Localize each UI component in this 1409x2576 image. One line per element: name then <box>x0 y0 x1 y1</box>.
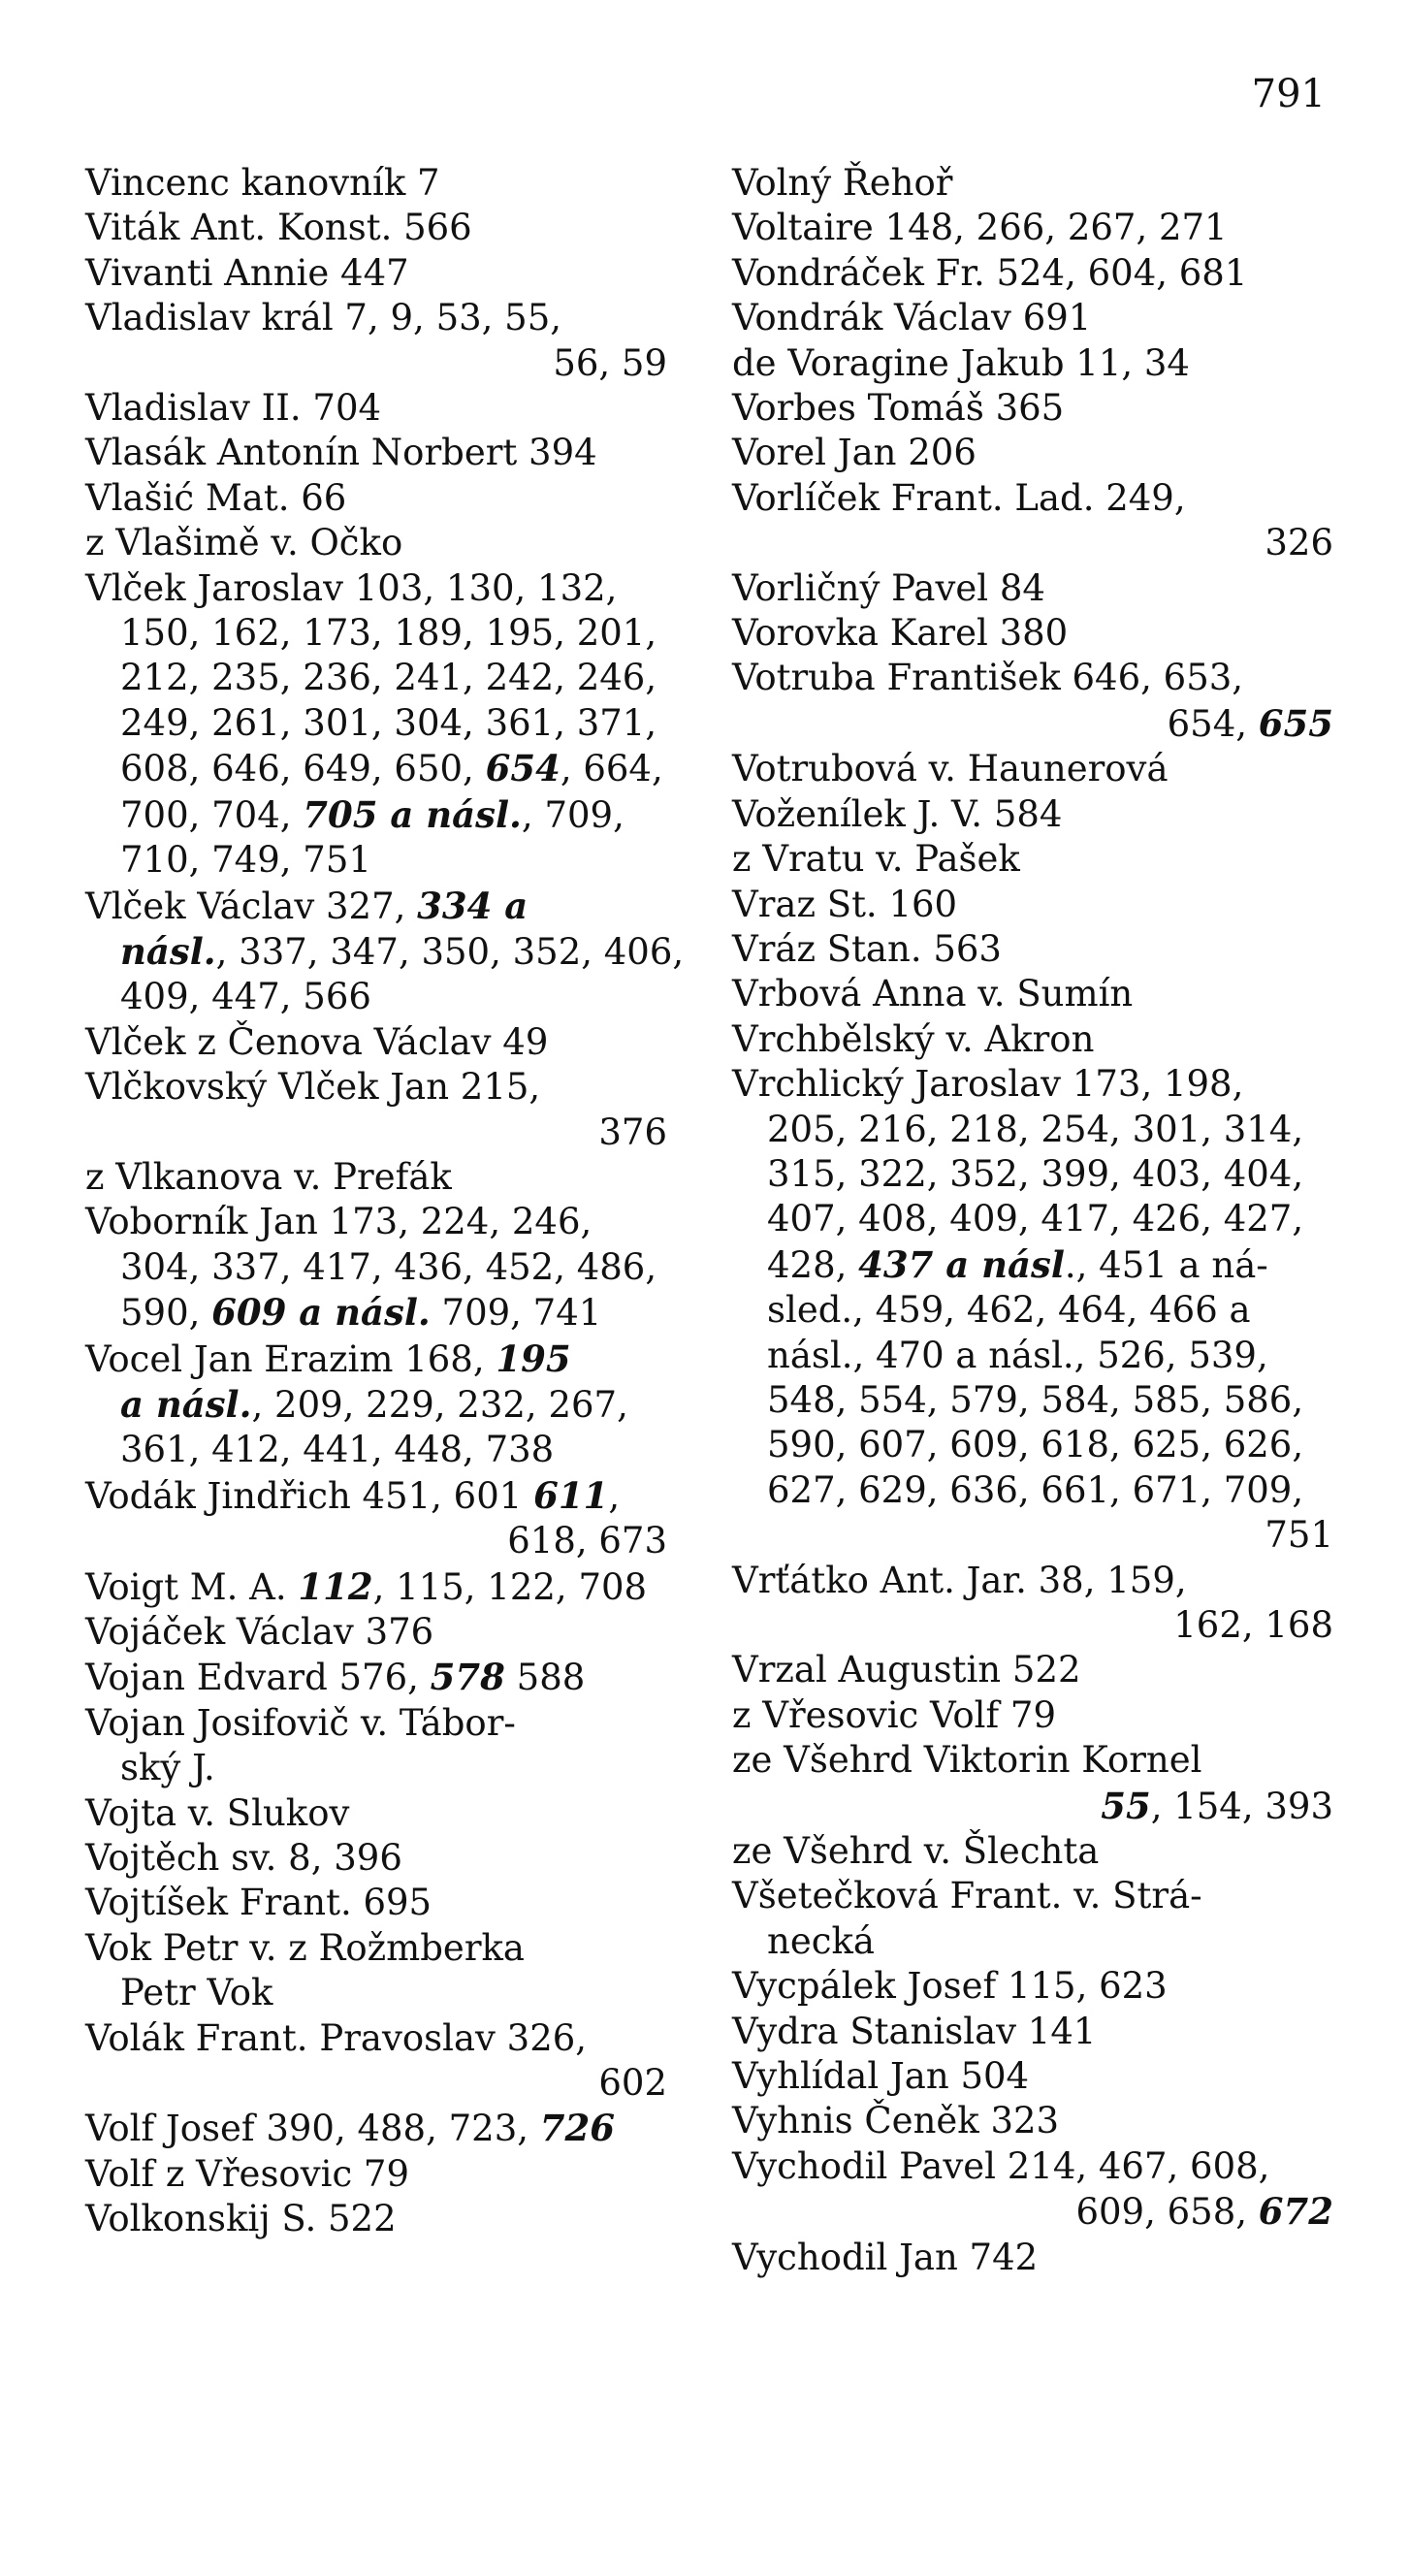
index-text: ský J. <box>120 1747 215 1789</box>
index-entry-line <box>732 1648 1333 1692</box>
index-text: Vraz St. 160 <box>732 883 958 925</box>
index-text: Vojta v. Slukov <box>85 1791 350 1834</box>
index-text: Vyhlídal Jan 504 <box>732 2055 1030 2098</box>
index-text: Vrbová Anna v. Sumín <box>732 973 1134 1015</box>
index-entry <box>85 1791 667 1836</box>
index-text: , 115, 122, 708 <box>372 1565 648 1608</box>
index-text: Voigt M. A. <box>85 1565 299 1608</box>
index-entry-line <box>85 2061 667 2106</box>
page-ref-emphasis: a násl. <box>120 1382 252 1426</box>
index-text: Volný Řehoř <box>732 162 953 204</box>
index-entry <box>732 1829 1333 1874</box>
index-text: Vlček z Čenova Václav 49 <box>85 1020 549 1063</box>
page-ref-emphasis: 654 <box>485 747 560 790</box>
index-entry-line <box>732 2054 1333 2099</box>
index-entry-line <box>85 161 667 206</box>
index-text: , 154, 393 <box>1150 1785 1333 1827</box>
index-text: 326 <box>1265 522 1333 564</box>
index-entry <box>732 1874 1333 1964</box>
index-text: Vorel Jan 206 <box>732 432 977 474</box>
index-text: 249, 261, 301, 304, 361, 371, <box>120 701 657 744</box>
index-text: Vlček Jaroslav 103, 130, 132, <box>85 566 618 609</box>
index-entry <box>85 1336 667 1473</box>
index-entry-line <box>732 1108 1333 1152</box>
index-entry <box>85 1020 667 1065</box>
index-entry <box>85 884 685 1020</box>
index-entry <box>85 2152 667 2197</box>
index-entry <box>85 431 667 475</box>
index-text: 590, 607, 609, 618, 625, 626, <box>767 1424 1304 1466</box>
index-entry-line <box>732 2236 1333 2280</box>
index-entry-line <box>85 1382 667 1428</box>
index-text: 590, <box>120 1292 212 1335</box>
page-ref-emphasis: 55 <box>1101 1784 1151 1827</box>
index-entry-line <box>85 521 667 565</box>
index-entry <box>85 1881 667 1925</box>
index-entry <box>85 1610 667 1655</box>
index-entry <box>85 296 667 386</box>
index-entry-line <box>732 1829 1333 1874</box>
index-entry <box>732 1738 1333 1829</box>
index-entry <box>85 521 667 565</box>
index-text: , 709, <box>521 793 624 836</box>
index-text: Vojan Josifovič v. Tábor- <box>85 1701 516 1744</box>
index-entry <box>85 1473 667 1564</box>
index-text: Vlasák Antonín Norbert 394 <box>85 432 597 474</box>
index-text: 608, 646, 649, 650, <box>120 748 486 790</box>
index-entry-line <box>732 521 1333 565</box>
index-entry <box>85 1200 667 1336</box>
index-entry-line <box>85 476 667 521</box>
index-entry-line <box>732 1242 1333 1288</box>
index-text: z Vřesovic Volf 79 <box>732 1693 1057 1736</box>
index-entry <box>732 1648 1333 1692</box>
index-entry-line <box>732 972 1333 1016</box>
index-entry-line <box>732 883 1333 927</box>
index-entry <box>732 837 1333 882</box>
index-entry <box>85 1655 667 1700</box>
index-entry-line <box>732 1919 1333 1964</box>
page-ref-emphasis: 334 a <box>417 884 528 927</box>
index-text: Vrchlický Jaroslav 173, 198, <box>732 1063 1244 1106</box>
index-entry <box>732 431 1333 475</box>
index-text: Vondráček Fr. 524, 604, 681 <box>732 251 1248 294</box>
index-text: , 337, 347, 350, 352, 406, <box>215 930 685 973</box>
index-entry <box>732 2010 1333 2054</box>
index-entry-line <box>85 838 667 883</box>
index-entry-line <box>85 251 667 296</box>
index-text: Vlček Václav 327, <box>85 885 418 927</box>
index-text: Vodák Jindřich 451, 601 <box>85 1474 534 1517</box>
index-text: Všetečková Frant. v. Strá- <box>732 1875 1202 1917</box>
index-text: 627, 629, 636, 661, 671, 709, <box>767 1468 1304 1511</box>
index-text: Vlašić Mat. 66 <box>85 476 347 519</box>
index-text: Vocel Jan Erazim 168, <box>85 1337 496 1380</box>
index-entry-line <box>85 1836 667 1881</box>
page-ref-emphasis: 726 <box>539 2107 616 2150</box>
index-text: 700, 704, <box>120 793 304 836</box>
index-text: 304, 337, 417, 436, 452, 486, <box>120 1245 657 1288</box>
index-entry-line <box>732 701 1333 747</box>
index-text: Vychodil Jan 742 <box>732 2236 1039 2278</box>
page-number: 791 <box>1251 72 1326 116</box>
index-text: Vychodil Pavel 214, 467, 608, <box>732 2144 1270 2187</box>
index-text: 588 <box>504 1657 586 1699</box>
index-entry-line <box>732 927 1333 972</box>
index-entry-line <box>732 2010 1333 2054</box>
index-entry-line <box>85 1065 667 1110</box>
index-entry-line <box>732 2099 1333 2143</box>
index-entry-line <box>85 746 667 791</box>
index-text: Vorovka Karel 380 <box>732 612 1069 655</box>
index-entry <box>732 1559 1333 1649</box>
index-entry-line <box>732 2144 1333 2189</box>
index-entry <box>85 476 667 521</box>
index-text: 751 <box>1265 1514 1333 1557</box>
index-entry-line <box>85 656 667 700</box>
index-entry <box>732 2054 1333 2099</box>
index-entry <box>732 296 1333 340</box>
index-entry-line <box>732 1513 1333 1558</box>
index-text: 315, 322, 352, 399, 403, 404, <box>767 1152 1304 1195</box>
index-entry <box>732 566 1333 611</box>
index-text: 409, 447, 566 <box>120 976 371 1018</box>
index-text: Vojan Edvard 576, <box>85 1657 431 1699</box>
index-entry-line <box>85 1701 667 1746</box>
index-text: 710, 749, 751 <box>120 839 371 882</box>
index-entry-line <box>85 2197 667 2241</box>
index-text: ze Všehrd Viktorin Kornel <box>732 1739 1202 1782</box>
index-entry <box>732 2236 1333 2280</box>
index-entry-line <box>85 884 667 929</box>
index-text: Voborník Jan 173, 224, 246, <box>85 1201 592 1243</box>
index-column-left <box>85 161 685 2242</box>
index-entry <box>732 2144 1333 2236</box>
index-text: z Vlašimě v. Očko <box>85 522 403 564</box>
index-entry <box>85 1701 667 1791</box>
index-text: Voženílek J. V. 584 <box>732 792 1063 835</box>
index-text: 376 <box>598 1111 667 1153</box>
index-entry <box>732 747 1333 791</box>
page-ref-emphasis: 705 a násl. <box>303 792 522 836</box>
index-text: Vorbes Tomáš 365 <box>732 387 1065 430</box>
index-text: 602 <box>598 2062 667 2105</box>
index-text: Vrťátko Ant. Jar. 38, 159, <box>732 1559 1187 1601</box>
index-entry-line <box>732 1334 1333 1378</box>
index-text: 205, 216, 218, 254, 301, 314, <box>767 1108 1304 1150</box>
index-column-right <box>732 161 1333 2280</box>
index-text: Vojtěch sv. 8, 396 <box>85 1837 402 1880</box>
index-text: 361, 412, 441, 448, 738 <box>120 1429 555 1471</box>
index-entry <box>85 2106 667 2151</box>
index-text: 709, 741 <box>430 1292 602 1335</box>
index-entry-line <box>85 296 667 340</box>
index-text: ., 451 a ná- <box>1064 1243 1268 1286</box>
page-ref-emphasis: 655 <box>1258 701 1333 745</box>
index-entry-line <box>85 1428 667 1472</box>
index-entry <box>732 883 1333 927</box>
index-text: Vyhnis Čeněk 323 <box>732 2100 1060 2142</box>
index-text: Vorlíček Frant. Lad. 249, <box>732 476 1186 519</box>
index-entry-line <box>85 1791 667 1836</box>
index-text: de Voragine Jakub 11, 34 <box>732 341 1190 384</box>
index-text: , <box>608 1474 621 1517</box>
index-entry-line <box>85 1245 667 1290</box>
index-entry <box>85 386 667 431</box>
index-entry-line <box>85 1155 667 1200</box>
index-entry-line <box>85 1655 667 1700</box>
index-text: 428, <box>767 1243 859 1286</box>
index-text: Vok Petr v. z Rožmberka <box>85 1926 525 1969</box>
index-entry-line <box>732 476 1333 521</box>
index-entry <box>732 1693 1333 1738</box>
index-text: Vincenc kanovník 7 <box>85 162 440 204</box>
index-entry-line <box>732 1693 1333 1738</box>
index-text: Vivanti Annie 447 <box>85 251 409 294</box>
index-entry <box>85 1836 667 1881</box>
index-entry-line <box>85 431 667 475</box>
index-entry-line <box>732 611 1333 656</box>
index-text: Votrubová v. Haunerová <box>732 748 1169 790</box>
index-text: , 209, 229, 232, 267, <box>251 1383 628 1426</box>
index-entry-line <box>732 1559 1333 1603</box>
index-entry <box>85 2197 667 2241</box>
index-text: Volf z Vřesovic 79 <box>85 2152 410 2195</box>
index-text: Vycpálek Josef 115, 623 <box>732 1965 1168 2008</box>
index-text: Vladislav král 7, 9, 53, 55, <box>85 297 562 339</box>
index-entry-line <box>732 837 1333 882</box>
index-entry <box>85 161 667 206</box>
index-entry <box>85 2016 667 2107</box>
index-text: 212, 235, 236, 241, 242, 246, <box>120 657 657 699</box>
index-entry-line <box>85 611 667 656</box>
index-entry-line <box>732 2189 1333 2235</box>
index-entry-line <box>732 792 1333 837</box>
index-entry-line <box>732 161 1333 206</box>
index-entry-line <box>85 1926 667 1971</box>
index-text: 609, 658, <box>1075 2191 1259 2234</box>
index-text: z Vlkanova v. Prefák <box>85 1155 452 1198</box>
index-entry-line <box>732 1288 1333 1333</box>
index-entry-line <box>732 1468 1333 1513</box>
index-entry-line <box>85 2152 667 2197</box>
index-text: 150, 162, 173, 189, 195, 201, <box>120 612 657 655</box>
index-text: Vlčkovský Vlček Jan 215, <box>85 1066 541 1109</box>
index-entry <box>732 972 1333 1016</box>
index-entry <box>732 792 1333 837</box>
page-ref-emphasis: 578 <box>430 1656 505 1699</box>
index-entry <box>85 206 667 250</box>
index-entry <box>85 1065 667 1155</box>
index-entry-line <box>732 1603 1333 1648</box>
index-text: Vorličný Pavel 84 <box>732 566 1045 609</box>
index-entry-line <box>85 792 667 838</box>
page-ref-emphasis: násl. <box>120 929 216 973</box>
index-entry-line <box>732 747 1333 791</box>
index-entry <box>732 1017 1333 1062</box>
index-text: Voltaire 148, 266, 267, 271 <box>732 207 1228 249</box>
index-text: Vojáček Václav 376 <box>85 1611 434 1653</box>
index-entry <box>85 1926 667 2016</box>
index-entry <box>732 2099 1333 2143</box>
index-entry <box>732 251 1333 296</box>
index-text: Vrzal Augustin 522 <box>732 1649 1081 1691</box>
index-text: Vojtíšek Frant. 695 <box>85 1882 432 1924</box>
index-entry-line <box>85 386 667 431</box>
index-entry-line <box>85 1519 667 1563</box>
index-text: ze Všehrd v. Šlechta <box>732 1830 1100 1873</box>
index-text: z Vratu v. Pašek <box>732 838 1020 881</box>
index-entry-line <box>85 1610 667 1655</box>
index-text: Volák Frant. Pravoslav 326, <box>85 2016 588 2059</box>
index-text: 548, 554, 579, 584, 585, 586, <box>767 1378 1304 1421</box>
index-text: Vrchbělský v. Akron <box>732 1017 1095 1060</box>
index-entry-line <box>732 1738 1333 1783</box>
index-entry <box>732 206 1333 250</box>
index-entry <box>85 1155 667 1200</box>
index-entry <box>85 251 667 296</box>
index-entry <box>732 341 1333 386</box>
index-text: Volkonskij S. 522 <box>85 2198 397 2240</box>
index-entry <box>732 386 1333 431</box>
index-entry-line <box>85 1111 667 1155</box>
index-text: Vydra Stanislav 141 <box>732 2010 1097 2052</box>
index-entry-line <box>732 1964 1333 2009</box>
index-entry-line <box>85 1746 667 1790</box>
index-text: 162, 168 <box>1173 1604 1333 1646</box>
index-entry-line <box>732 386 1333 431</box>
index-entry-line <box>85 1881 667 1925</box>
index-entry-line <box>85 341 667 386</box>
index-entry-line <box>732 1784 1333 1829</box>
page-ref-emphasis: 611 <box>533 1473 609 1517</box>
index-entry-line <box>85 2106 667 2151</box>
page-ref-emphasis: 672 <box>1258 2190 1333 2234</box>
index-entry-line <box>85 929 685 975</box>
index-entry-line <box>85 206 667 250</box>
index-text: Vladislav II. 704 <box>85 387 382 430</box>
index-entry-line <box>85 975 667 1019</box>
index-entry <box>732 611 1333 656</box>
index-text: 407, 408, 409, 417, 426, 427, <box>767 1198 1304 1240</box>
index-text: , 664, <box>560 748 663 790</box>
index-entry-line <box>732 431 1333 475</box>
index-entry-line <box>85 1020 667 1065</box>
index-text: 654, <box>1167 702 1259 745</box>
index-entry-line <box>732 656 1333 700</box>
index-entry <box>732 161 1333 206</box>
page-ref-emphasis: 195 <box>496 1336 571 1380</box>
page-ref-emphasis: 609 a násl. <box>211 1291 431 1335</box>
index-text: Votruba František 646, 653, <box>732 657 1244 699</box>
index-entry-line <box>85 1564 667 1610</box>
index-text: Petr Vok <box>120 1972 273 2014</box>
index-entry-line <box>732 1152 1333 1197</box>
index-text: Viták Ant. Konst. 566 <box>85 207 472 249</box>
page-ref-emphasis: 112 <box>298 1564 373 1608</box>
index-text: Vondrák Václav 691 <box>732 297 1092 339</box>
index-text: necká <box>767 1919 875 1962</box>
index-entry <box>732 1062 1333 1558</box>
index-entry <box>85 566 667 884</box>
index-entry-line <box>732 341 1333 386</box>
index-entry-line <box>732 1062 1333 1107</box>
page-ref-emphasis: 437 a násl <box>858 1242 1065 1286</box>
index-entry-line <box>732 1017 1333 1062</box>
index-entry-line <box>732 251 1333 296</box>
index-entry-line <box>85 1290 667 1336</box>
index-entry-line <box>732 566 1333 611</box>
index-entry <box>85 1564 667 1610</box>
index-entry-line <box>85 1473 667 1519</box>
index-entry-line <box>732 1423 1333 1467</box>
index-entry <box>732 476 1333 566</box>
index-text: násl., 470 a násl., 526, 539, <box>767 1334 1268 1376</box>
index-entry <box>732 656 1333 747</box>
index-entry-line <box>85 1200 667 1244</box>
index-entry <box>732 1964 1333 2009</box>
index-entry-line <box>85 566 667 611</box>
index-entry-line <box>732 1378 1333 1423</box>
index-entry-line <box>732 1197 1333 1241</box>
index-entry-line <box>732 206 1333 250</box>
index-text: Volf Josef 390, 488, 723, <box>85 2108 540 2150</box>
index-entry-line <box>85 701 667 746</box>
index-entry-line <box>85 1336 667 1382</box>
index-entry <box>732 927 1333 972</box>
index-text: Vráz Stan. 563 <box>732 927 1002 970</box>
index-entry-line <box>732 296 1333 340</box>
index-entry-line <box>85 1971 667 2015</box>
index-text: 618, 673 <box>507 1520 667 1562</box>
index-text: 56, 59 <box>553 341 667 384</box>
index-text: sled., 459, 462, 464, 466 a <box>767 1289 1251 1332</box>
index-entry-line <box>85 2016 667 2061</box>
index-entry-line <box>732 1874 1333 1918</box>
